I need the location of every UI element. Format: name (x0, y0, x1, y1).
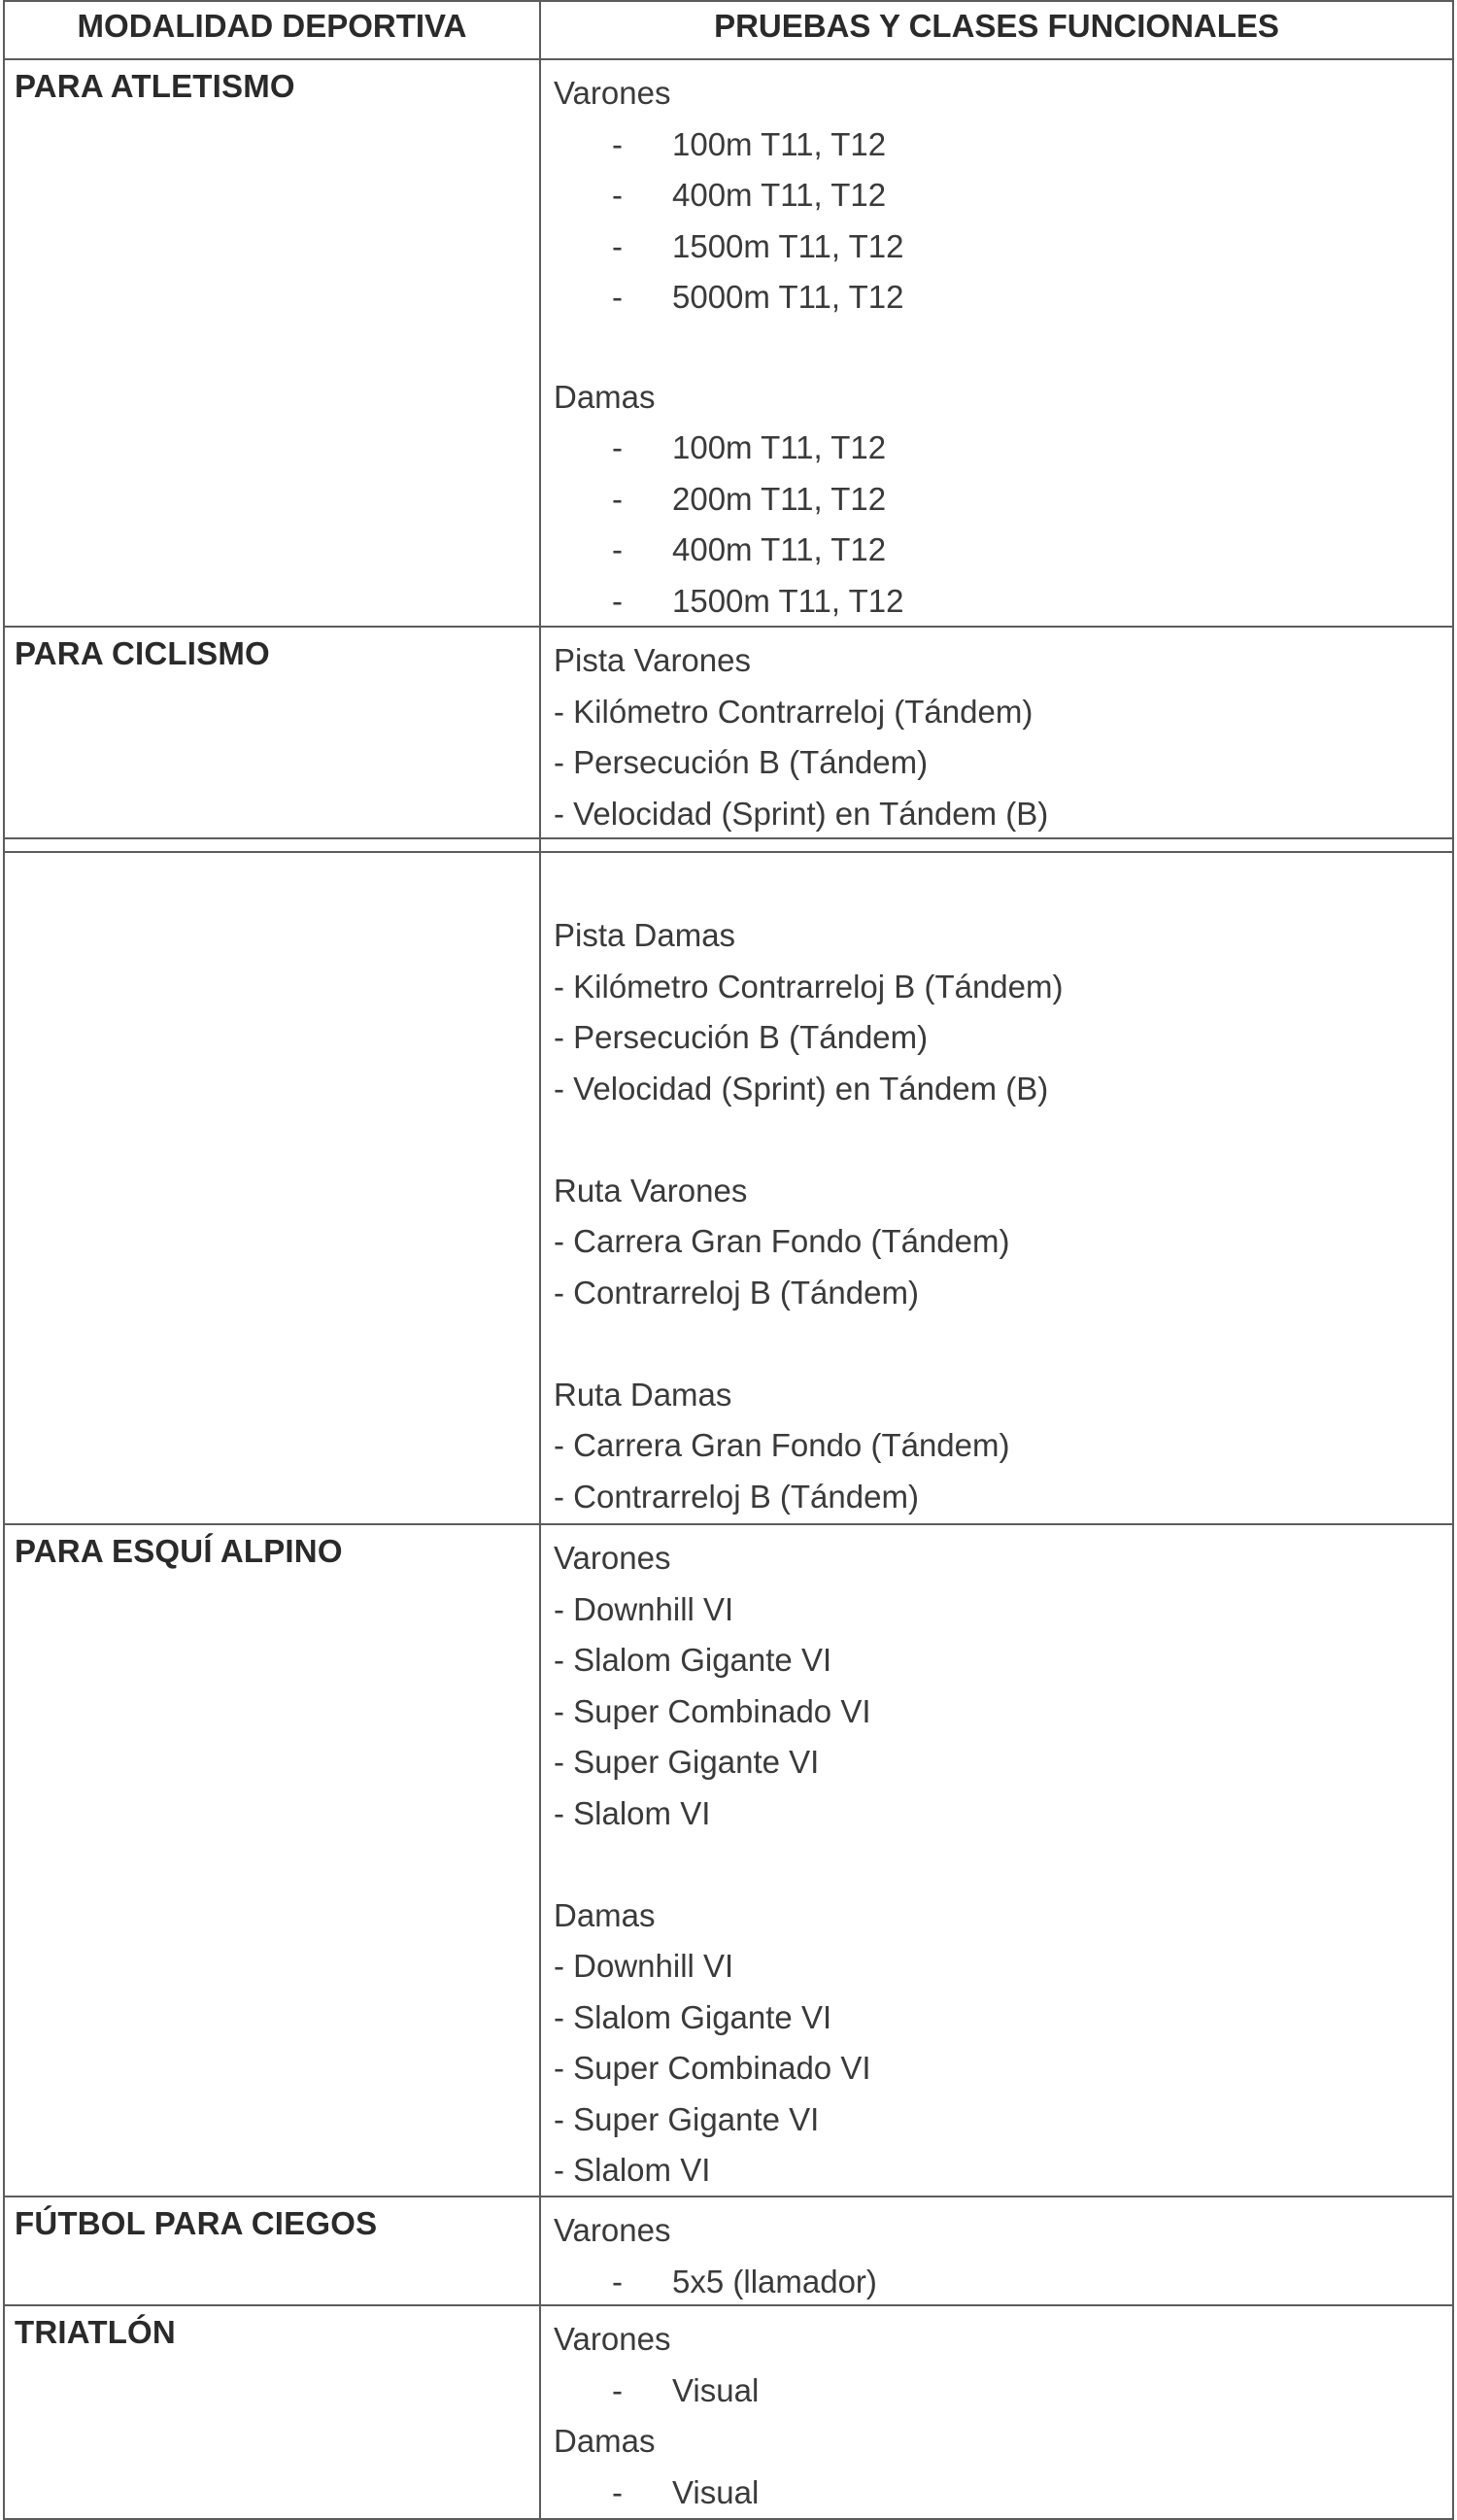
list-item: - Visual (612, 2473, 760, 2510)
sport-name: PARA ATLETISMO (15, 68, 295, 104)
list-item: - 400m T11, T12 (612, 177, 887, 213)
table-row (3, 1525, 1454, 2197)
list-item: - Downhill VI (554, 1590, 734, 1627)
list-item: - Persecución B (Tándem) (554, 744, 929, 780)
group-label: Varones (554, 75, 671, 111)
list-item: - 100m T11, T12 (612, 429, 887, 465)
list-item: - Slalom Gigante VI (554, 1642, 832, 1678)
group-label: Ruta Varones (554, 1172, 748, 1209)
sport-name: FÚTBOL PARA CIEGOS (15, 2205, 378, 2241)
list-item: - Carrera Gran Fondo (Tándem) (554, 1427, 1010, 1463)
list-item: - Contrarreloj B (Tándem) (554, 1478, 919, 1515)
column-divider (539, 628, 541, 837)
table-spacer-row (3, 839, 1454, 853)
list-item: - 5x5 (llamador) (612, 2263, 877, 2299)
list-item: - Persecución B (Tándem) (554, 1019, 929, 1055)
column-divider (539, 1525, 541, 2196)
group-label: Varones (554, 2212, 671, 2248)
table-row (3, 853, 1454, 1525)
list-item: - Kilómetro Contrarreloj B (Tándem) (554, 968, 1064, 1005)
events-cell (554, 2314, 760, 2518)
table-row (3, 628, 1454, 839)
list-item: - Super Gigante VI (554, 2100, 820, 2137)
list-item: - Slalom Gigante VI (554, 1998, 832, 2035)
events-cell (554, 867, 1064, 1522)
list-item: - 1500m T11, T12 (612, 582, 904, 619)
sport-name: TRIATLÓN (15, 2314, 176, 2350)
group-label: Damas (554, 1896, 656, 1933)
list-item: - Downhill VI (554, 1948, 734, 1984)
column-divider (539, 2306, 541, 2518)
events-cell (554, 68, 904, 627)
sport-name: PARA CICLISMO (15, 635, 270, 671)
list-item: - 1500m T11, T12 (612, 227, 904, 264)
table-row (3, 2306, 1454, 2520)
list-item: - Super Combinado VI (554, 2050, 871, 2086)
column-divider (539, 60, 541, 626)
table-row (3, 60, 1454, 628)
column-divider (539, 839, 541, 851)
column-divider (539, 2197, 541, 2304)
list-item: - Carrera Gran Fondo (Tándem) (554, 1223, 1010, 1259)
document-page (3, 0, 1454, 2520)
list-item: - Slalom VI (554, 1794, 711, 1831)
events-cell (554, 2205, 877, 2307)
group-label: Varones (554, 1540, 671, 1576)
sport-name: PARA ESQUÍ ALPINO (15, 1533, 343, 1569)
list-item: - 100m T11, T12 (612, 125, 887, 162)
column-divider (539, 853, 541, 1523)
events-cell (554, 635, 1048, 839)
list-item: - Super Combinado VI (554, 1692, 871, 1729)
group-label: Pista Damas (554, 917, 736, 953)
header-pruebas: PRUEBAS Y CLASES FUNCIONALES (714, 8, 1279, 44)
sports-table (3, 0, 1454, 2520)
table-row (3, 2197, 1454, 2306)
list-item: - Visual (612, 2371, 760, 2408)
group-label: Pista Varones (554, 642, 751, 678)
list-item: - 400m T11, T12 (612, 531, 887, 567)
events-cell (554, 1533, 871, 2196)
list-item: - Kilómetro Contrarreloj (Tándem) (554, 693, 1033, 730)
list-item: - Velocidad (Sprint) en Tándem (B) (554, 795, 1049, 832)
list-item: - Slalom VI (554, 2152, 711, 2188)
table-header-row (3, 0, 1454, 60)
list-item: - Contrarreloj B (Tándem) (554, 1274, 919, 1311)
list-item: - Super Gigante VI (554, 1744, 820, 1780)
group-label: Varones (554, 2321, 671, 2357)
header-modalidad: MODALIDAD DEPORTIVA (77, 8, 467, 44)
group-label: Damas (554, 2423, 656, 2459)
group-label: Ruta Damas (554, 1376, 732, 1413)
list-item: - Velocidad (Sprint) en Tándem (B) (554, 1070, 1049, 1107)
list-item: - 200m T11, T12 (612, 480, 887, 517)
list-item: - 5000m T11, T12 (612, 279, 904, 315)
group-label: Damas (554, 378, 656, 415)
